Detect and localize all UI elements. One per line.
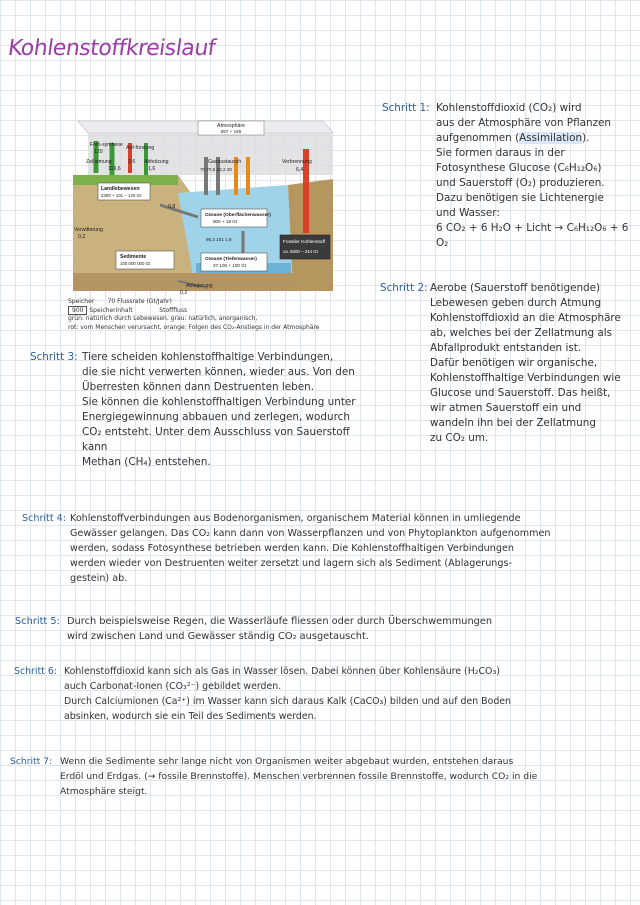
ocean-deep-label: Ozeane (Tiefenwasser): [205, 257, 257, 262]
step-5: [15, 614, 635, 644]
ocean-exchange-values: 90,2 101 1,6: [206, 237, 232, 242]
step-6-label: Schritt 6:: [14, 666, 57, 677]
step-2-line: wir atmen Sauerstoff ein und: [430, 402, 582, 414]
legend-line-2: rot: vom Menschen verursacht, orange: Folgen des CO₂-Anstiegs in der Atmosphäre: [68, 323, 320, 331]
step-4-line: gestein) ab.: [70, 573, 128, 584]
step-1-equation: 6 CO₂ + 6 H₂O + Licht → C₆H₁₂O₆ + 6 O₂: [436, 222, 629, 249]
photosynthesis-value: 120: [94, 149, 103, 155]
step-6-line: Durch Calciumionen (Ca²⁺) im Wasser kann sich daraus Kalk (CaCO₃) bilden und auf den Boden: [64, 696, 511, 707]
step-1-line: Sie formen daraus in der: [436, 147, 565, 159]
step-7-line: Erdöl und Erdgas. (→ fossile Brennstoffe). Menschen verbrennen fossile Brennstoffe, wodurch CO₂ in die: [60, 771, 538, 782]
sediments-value: 100 000 000 Gt: [120, 261, 151, 266]
land-biomass-label: Landlebewesen: [101, 186, 140, 192]
step-1-line: und Sauerstoff (O₂) produzieren.: [436, 177, 605, 189]
step-2-line: wandeln ihn bei der Zellatmung: [430, 417, 596, 429]
combustion-value: 6,4: [296, 167, 304, 173]
step-4-label: Schritt 4:: [22, 513, 66, 524]
step-2-line: Lebewesen geben durch Atmung: [430, 297, 602, 309]
atmosphere-label: Atmosphäre: [217, 123, 245, 129]
step-2-label: Schritt 2:: [380, 282, 428, 294]
step-6-line: absinken, wodurch sie ein Teil des Sediments werden.: [64, 711, 317, 722]
legend-flux-rate: Flussrate (Gt/Jahr): [117, 298, 172, 305]
deposition-value: 0,2: [180, 290, 188, 295]
step-7-line: Atmosphäre steigt.: [60, 786, 148, 797]
deposition-label: Ablagerung: [186, 283, 213, 289]
step-3-line: CO₂ entsteht. Unter dem Ausschluss von Sauerstoff kann: [82, 426, 350, 453]
step-5-line: wird zwischen Land und Gewässer ständig CO₂ ausgetauscht.: [67, 631, 369, 642]
gas-exchange-label: Gasaustausch: [208, 159, 242, 165]
step-2-line: Glucose und Sauerstoff. Das heißt,: [430, 387, 611, 399]
weathering-value: 0,2: [78, 234, 86, 240]
step-2-line: Aerobe (Sauerstoff benötigende): [430, 282, 601, 294]
step-2-line: Dafür benötigen wir organische,: [430, 357, 598, 369]
step-1-line: Dazu benötigen sie Lichtenergie: [436, 192, 604, 204]
step-1: [382, 101, 632, 251]
legend-flux-rate-example: 70: [107, 298, 116, 305]
step-2: [380, 281, 632, 446]
ocean-deep-value: 37 100 + 100 Gt: [213, 263, 247, 268]
reforestation-value: 2,6: [128, 159, 136, 165]
legend-storage-content: Speicherinhalt: [89, 306, 133, 314]
step-6-line: auch Carbonat-Ionen (CO₃²⁻) gebildet werden.: [64, 681, 282, 692]
land-biomass-value: 2300 + 101 – 140 Gt: [101, 193, 142, 198]
step-4-line: Kohlenstoffverbindungen aus Bodenorganismen, organischem Material können in umliegende: [70, 513, 521, 524]
reforestation-label: Auf-forstung: [126, 145, 155, 151]
ocean-deep-box: [201, 253, 267, 271]
fossil-box: [280, 235, 330, 259]
deforestation-value: 1,6: [148, 166, 156, 172]
carbon-cycle-diagram: [68, 113, 333, 295]
step-2-line: zu CO₂ um.: [430, 432, 489, 444]
step-4: [22, 511, 632, 586]
step-2-line: ab, welches bei der Zellatmung als: [430, 327, 613, 339]
step-3-line: Sie können die kohlenstoffhaltigen Verbindung unter: [82, 396, 356, 408]
step-6-line: Kohlenstoffdioxid kann sich als Gas in Wasser lösen. Dabei können über Kohlensäure (H₂CO₃): [64, 666, 500, 677]
combustion-label: Verbrennung: [282, 159, 312, 165]
legend-line-1: grün: natürlich durch Lebewesen, grau: natürlich, anorganisch,: [68, 315, 258, 323]
step-1-label: Schritt 1:: [382, 102, 430, 114]
step-3-line: Methan (CH₄) entstehen.: [82, 456, 211, 468]
assimilation-highlight: Assimilation: [519, 132, 583, 144]
step-7: [10, 754, 635, 799]
weathering-label: Verwitterung: [74, 227, 103, 233]
step-3-line: Überresten können dann Destruenten leben.: [82, 381, 315, 393]
legend-storage: Speicher: [68, 298, 95, 305]
legend-storage-example: 900: [68, 306, 87, 315]
step-5-label: Schritt 5:: [15, 616, 60, 627]
step-1-line: Fotosynthese Glucose (C₆H₁₂O₆): [436, 162, 602, 174]
step-5-line: Durch beispielsweise Regen, die Wasserläufe fliessen oder durch Überschwemmungen: [67, 616, 493, 627]
respiration-label: Zellatmung: [86, 159, 112, 165]
step-4-line: Gewässer gelangen. Das CO₂ kann dann von Wasserpflanzen und von Phytoplankton aufgenommen: [70, 528, 551, 539]
ocean-surface-label: Ozeane (Oberflächenwasser): [205, 213, 271, 218]
sediments-label: Sedimente: [120, 254, 147, 260]
carbon-cycle-figure: [68, 113, 333, 295]
step-2-line: Kohlenstoffhaltige Verbindungen wie: [430, 372, 621, 384]
ocean-surface-box: [201, 209, 267, 227]
atmosphere-values: 597 + 165: [220, 129, 242, 134]
step-2-line: Kohlenstoffdioxid an die Atmosphäre: [430, 312, 621, 324]
step-3-label: Schritt 3:: [30, 351, 78, 363]
deforestation-label: Abholzung: [144, 159, 169, 165]
step-6: [14, 664, 634, 724]
ocean-surface-value: 900 + 18 Gt: [213, 219, 238, 224]
runoff-value: 0,8: [168, 204, 176, 210]
fossil-value: ca. 5000 – 244 Gt: [283, 249, 318, 254]
step-7-label: Schritt 7:: [10, 756, 53, 767]
photosynthesis-label: Foto-synthese: [90, 142, 123, 148]
fossil-label: Fossiler Kohlenstoff: [283, 240, 326, 245]
step-7-line: Wenn die Sedimente sehr lange nicht von Organismen weiter abgebaut wurden, entstehen daraus: [60, 756, 514, 767]
step-3-line: die sie nicht verwerten können, wieder aus. Von den: [82, 366, 355, 378]
step-1-line: und Wasser:: [436, 207, 500, 219]
gas-exchange-values: 70 70,6 22,2 20: [200, 167, 232, 172]
legend-flux: Stofffluss: [159, 306, 188, 314]
step-3-line: Tiere scheiden kohlenstoffhaltige Verbindungen,: [82, 351, 334, 363]
step-1-line: Kohlenstoffdioxid (CO₂) wird: [436, 102, 582, 114]
page-title: Kohlenstoffkreislauf: [6, 36, 217, 61]
step-1-line: aufgenommen (Assimilation).: [436, 132, 590, 144]
step-4-line: werden, sodass Fotosynthese betrieben werden kann. Die Kohlenstoffhaltigen Verbindungen: [70, 543, 514, 554]
respiration-value: 119,6: [108, 166, 121, 172]
step-2-line: Abfallprodukt entstanden ist.: [430, 342, 582, 354]
step-4-line: werden wieder von Destruenten weiter zersetzt und lagern sich als Sediment (Ablagerungs-: [70, 558, 512, 569]
step-3: [30, 350, 370, 470]
diagram-legend: [68, 298, 333, 332]
step-1-line: aus der Atmosphäre von Pflanzen: [436, 117, 612, 129]
step-3-line: Energiegewinnung abbauen und zerlegen, wodurch: [82, 411, 350, 423]
